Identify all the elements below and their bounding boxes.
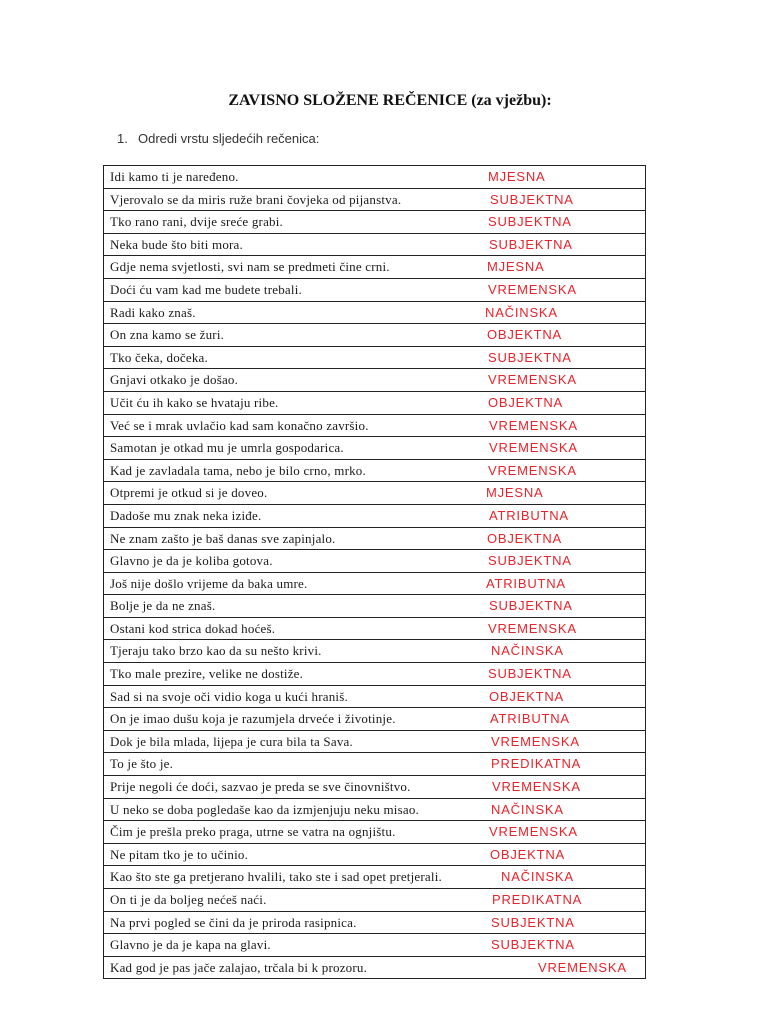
answer-label: MJESNA [487,259,545,275]
table-row [104,481,645,504]
sentence-text: To je što je. [110,756,174,772]
answer-label: PREDIKATNA [491,756,582,772]
answer-label: NAČINSKA [485,304,558,320]
answer-label: PREDIKATNA [492,892,583,907]
answer-label: SUBJEKTNA [490,191,574,207]
table-row [104,639,645,662]
table-row [104,820,645,843]
answer-label: OBJEKTNA [487,327,563,343]
sentence-text: On ti je da boljeg nećeš naći. [110,892,267,907]
sentence-text: Na prvi pogled se čini da je priroda rasipnica. [110,914,357,930]
table-row [104,368,645,391]
answer-label: NAČINSKA [491,801,564,817]
answer-label: SUBJEKTNA [491,914,575,930]
sentence-text: Samotan je otkad mu je umrla gospodarica. [110,440,344,456]
sentence-text: Dok je bila mlada, lijepa je cura bila ta Sava. [110,733,353,749]
table-row [104,233,645,256]
answer-label: SUBJEKTNA [488,553,572,569]
sentence-text: Doći ću vam kad me budete trebali. [110,281,302,297]
table-row [104,752,645,775]
answer-label: OBJEKTNA [489,688,565,704]
sentence-text: Dadoše mu znak neka iziđe. [110,507,262,523]
answer-label: MJESNA [488,169,546,184]
table-row [104,572,645,595]
table-row [104,933,645,956]
sentence-text: Idi kamo ti je naređeno. [110,169,239,184]
answer-label: VREMENSKA [489,440,578,456]
table-row [104,730,645,753]
sentence-text: Kao što ste ga pretjerano hvalili, tako ste i sad opet pretjerali. [110,869,442,885]
answer-label: MJESNA [486,485,544,501]
table-row [104,798,645,821]
answer-label: SUBJEKTNA [488,666,572,682]
sentence-text: Kad god je pas jače zalajao, trčala bi k prozoru. [110,959,368,975]
answer-label: VREMENSKA [491,733,580,749]
page-title: ZAVISNO SLOŽENE REČENICE (za vježbu): [228,92,552,109]
table-row [104,459,645,482]
answer-label: SUBJEKTNA [488,349,572,365]
table-row [104,301,645,324]
sentence-text: Neka bude što biti mora. [110,236,243,252]
answer-label: SUBJEKTNA [489,236,573,252]
sentence-text: Glavno je da je koliba gotova. [110,553,273,569]
sentence-text: Tko male prezire, velike ne dostiže. [110,666,304,682]
answer-label: OBJEKTNA [490,846,566,862]
table-row [104,617,645,640]
answer-label: VREMENSKA [538,959,627,975]
sentence-text: Već se i mrak uvlačio kad sam konačno završio. [110,417,369,433]
table-row [104,210,645,233]
answer-label: ATRIBUTNA [489,507,569,523]
table-row [104,707,645,730]
table-row [104,911,645,934]
table-row [104,278,645,301]
task-text: Odredi vrstu sljedećih rečenica: [138,131,320,146]
table-row [104,527,645,550]
sentence-text: On zna kamo se žuri. [110,327,225,343]
answer-label: OBJEKTNA [487,530,563,546]
sentence-table [103,165,646,979]
table-row [104,685,645,708]
sentence-text: Još nije došlo vrijeme da baka umre. [110,575,308,591]
table-row [104,549,645,572]
sentence-text: Glavno je da je kapa na glavi. [110,937,271,953]
answer-label: ATRIBUTNA [490,711,570,727]
table-row [104,414,645,437]
table-row [104,504,645,527]
table-row [104,843,645,866]
answer-label: VREMENSKA [488,372,577,388]
sentence-text: Sad si na svoje oči vidio koga u kući hraniš. [110,688,348,704]
table-row [104,865,645,888]
sentence-text: Gdje nema svjetlosti, svi nam se predmeti čine crni. [110,259,390,275]
answer-label: VREMENSKA [492,779,581,795]
table-row [104,166,645,188]
sentence-text: Vjerovalo se da miris ruže brani čovjeka od pijanstva. [110,191,402,207]
answer-label: OBJEKTNA [488,394,564,410]
answer-label: VREMENSKA [488,462,577,478]
table-row [104,255,645,278]
sentence-text: Učit ću ih kako se hvataju ribe. [110,394,279,410]
sentence-text: Ostani kod strica dokad hoćeš. [110,620,276,636]
answer-label: NAČINSKA [491,643,564,659]
answer-label: VREMENSKA [488,620,577,636]
sentence-text: Radi kako znaš. [110,304,196,320]
answer-label: ATRIBUTNA [486,575,566,591]
task-instruction [117,131,319,146]
sentence-text: Kad je zavladala tama, nebo je bilo crno, mrko. [110,462,366,478]
table-row [104,662,645,685]
sentence-text: Tko čeka, dočeka. [110,349,208,365]
task-number: 1. [117,131,128,146]
sentence-text: Tjeraju tako brzo kao da su nešto krivi. [110,643,322,659]
sentence-text: Čim je prešla preko praga, utrne se vatra na ognjištu. [110,824,396,840]
sentence-text: On je imao dušu koja je razumjela drveće i životinje. [110,711,396,727]
sentence-text: Ne znam zašto je baš danas sve zapinjalo. [110,530,336,546]
answer-label: SUBJEKTNA [489,598,573,614]
table-row [104,956,645,979]
table-row [104,346,645,369]
answer-label: VREMENSKA [488,281,577,297]
answer-label: NAČINSKA [501,869,574,885]
sentence-text: Gnjavi otkako je došao. [110,372,239,388]
table-row [104,888,645,911]
table-row [104,594,645,617]
answer-label: VREMENSKA [489,824,578,840]
sentence-text: Prije negoli će doći, sazvao je preda se sve činovništvo. [110,779,411,795]
answer-label: SUBJEKTNA [491,937,575,953]
sentence-text: U neko se doba pogledaše kao da izmjenjuju neku misao. [110,801,420,817]
answer-label: SUBJEKTNA [488,214,572,230]
table-row [104,436,645,459]
answer-label: VREMENSKA [489,417,578,433]
table-row [104,188,645,211]
table-row [104,775,645,798]
table-row [104,391,645,414]
sentence-text: Otpremi je otkud si je doveo. [110,485,268,501]
sentence-text: Bolje je da ne znaš. [110,598,216,614]
sentence-text: Tko rano rani, dvije sreće grabi. [110,214,284,230]
table-row [104,323,645,346]
sentence-text: Ne pitam tko je to učinio. [110,846,249,862]
